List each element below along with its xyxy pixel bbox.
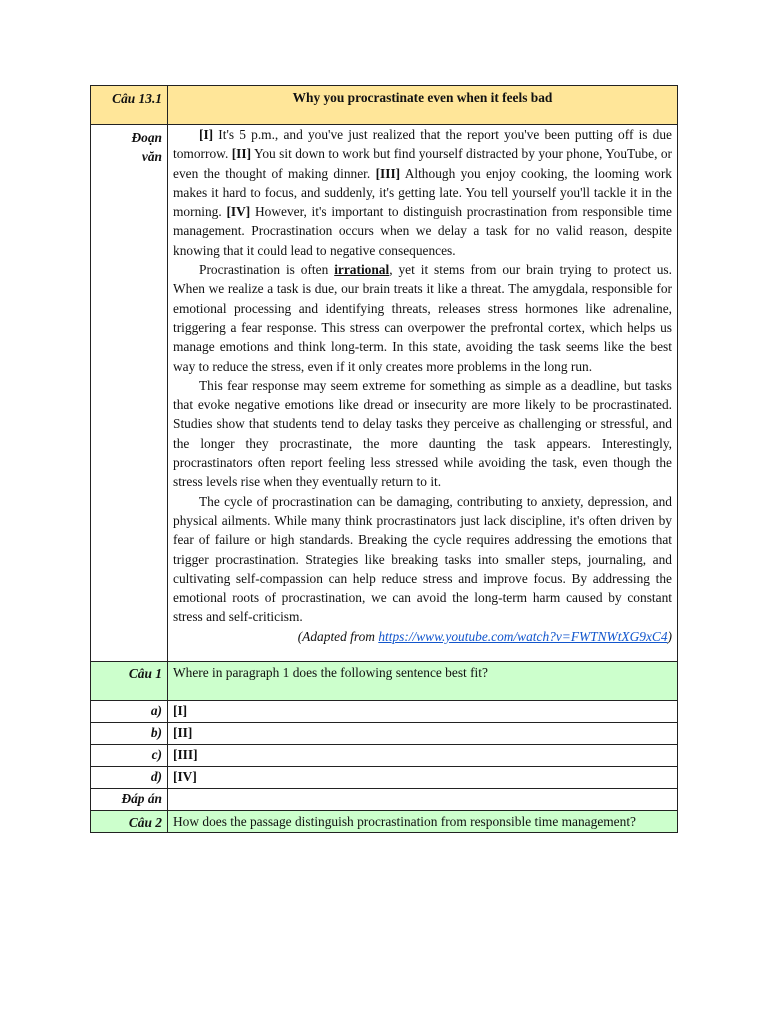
marker-ii: [II] (231, 146, 252, 162)
header-row (91, 86, 678, 125)
passage-text (168, 125, 678, 662)
marker-iv: [IV] (226, 204, 251, 220)
option-row-c (91, 745, 678, 767)
marker-iii: [III] (375, 165, 401, 181)
option-row-d (91, 767, 678, 789)
question-table (90, 85, 678, 833)
option-value[interactable]: [I] (168, 701, 678, 723)
question-number: Câu 13.1 (91, 86, 168, 125)
source-link[interactable]: https://www.youtube.com/watch?v=FWTNWtXG9xC4 (378, 628, 668, 644)
q1-row (91, 662, 678, 701)
paragraph-3: This fear response may seem extreme for something as simple as a deadline, but tasks that evoke negative emotions like dread or insecurity are more likely to be procrastinated. Studies show that students tend to delay tasks they perceive as challenging or stressful, and the longer they procrastinate, the more daunting the task appears. Interestingly, procrastinators often report feeling less stressed while avoiding the task, even though the stress levels rise when they eventually return to it. (173, 377, 672, 490)
passage-title: Why you procrastinate even when it feels bad (168, 86, 678, 125)
q2-row (91, 811, 678, 833)
option-label: a) (91, 701, 168, 723)
option-label: b) (91, 723, 168, 745)
q2-text: How does the passage distinguish procrastination from responsible time management? (168, 811, 678, 833)
option-label: d) (91, 767, 168, 789)
option-row-a (91, 701, 678, 723)
q1-label: Câu 1 (91, 662, 168, 701)
option-value[interactable]: [II] (168, 723, 678, 745)
paragraph-4: The cycle of procrastination can be damaging, contributing to anxiety, depression, and physical ailments. While many think procrastinators just lack discipline, it's often driven by fear of failure or high standards. Breaking the cycle requires addressing the emotions that trigger procrastination. Strategies like breaking tasks into smaller steps, journaling, and cultivating self-compassion can help reduce stress and improve focus. By addressing the emotional roots of procrastination, we can avoid the long-term harm caused by constant stress and self-criticism. (173, 493, 672, 625)
answer-field[interactable] (168, 789, 678, 811)
marker-i: [I] (199, 127, 214, 142)
passage-row (91, 125, 678, 662)
answer-label: Đáp án (91, 789, 168, 811)
paragraph-2: Procrastination is often irrational, yet it stems from our brain trying to protect us. When we realize a task is due, our brain treats it like a threat. The amygdala, responsible for emotional processing and identifying threats, releases stress hormones like adrenaline, triggering a fear response. This stress can overpower the prefrontal cortex, which helps us manage emotions and think long-term. In this state, avoiding the task seems like the best way to reduce the stress, even if it only creates more problems in the long run. (173, 262, 672, 374)
source-citation: (Adapted from https://www.youtube.com/watch?v=FWTNWtXG9xC4) (297, 628, 672, 644)
option-value[interactable]: [IV] (168, 767, 678, 789)
answer-row (91, 789, 678, 811)
option-row-b (91, 723, 678, 745)
option-label: c) (91, 745, 168, 767)
keyword-irrational: irrational (334, 262, 390, 278)
option-value[interactable]: [III] (168, 745, 678, 767)
q1-text: Where in paragraph 1 does the following sentence best fit? (168, 662, 678, 701)
paragraph-1: [I] It's 5 p.m., and you've just realized that the report you've been putting off is due tomorrow. [II] You sit down to work but find yourself distracted by your phone, YouTube, or even the thought of making dinner. [III] Although you enjoy cooking, the looming work makes it hard to focus, and suddenly, it's getting late. You tell yourself you'll tackle it in the morning. [IV] However, it's important to distinguish procrastination from responsible time management. Procrastination occurs when we delay a task for no valid reason, despite knowing that it could lead to negative consequences. (173, 127, 672, 258)
q2-label: Câu 2 (91, 811, 168, 833)
passage-label: Đoạn văn (91, 125, 168, 662)
